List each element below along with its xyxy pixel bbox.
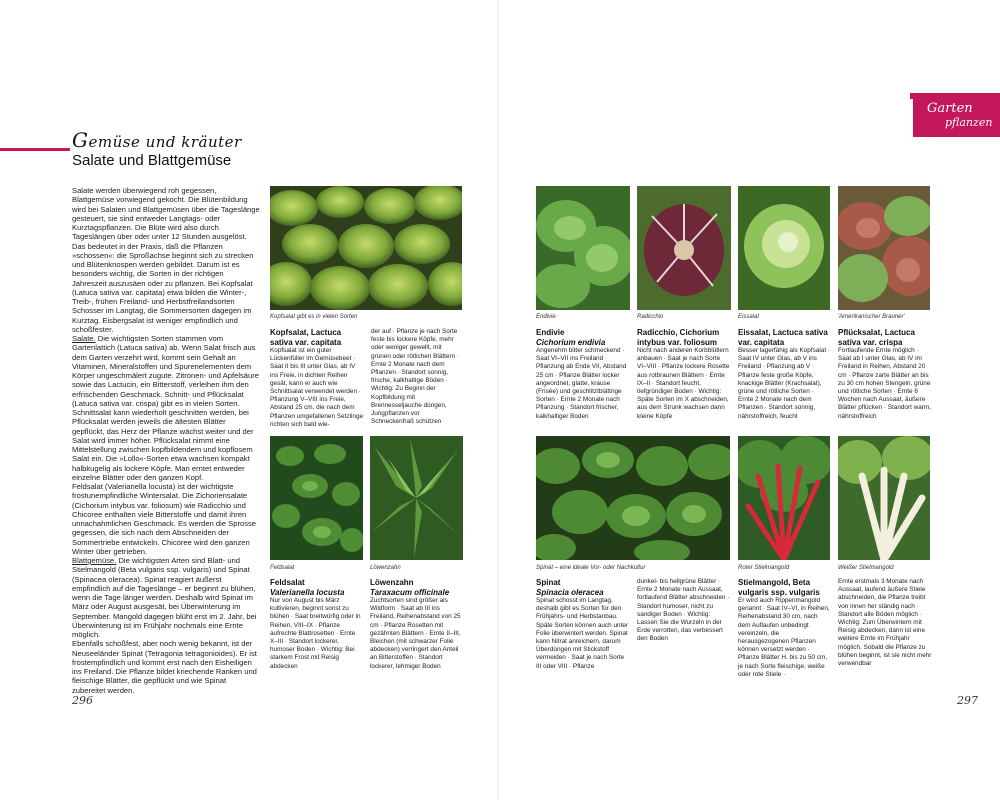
entry-latin: Taraxacum officinale <box>370 587 450 597</box>
photo-weisser-stielmangold <box>838 436 930 560</box>
caption-weisser-stielmangold: Weißer Stielmangold <box>838 565 894 571</box>
entry-body: Spinat schosst im Langtag, deshalb gibt es Sorten für den Frühjahrs- und Herbstanbau. Späte Sorten können auch unter Folie überwintert werden. Spinat kann Nitrat anreichern, darum Überdüngen mit Stickstoff vermeiden · Saat je nach Sorte III oder VIII · Pflanze <box>536 597 629 670</box>
photo-feldsalat <box>270 436 363 560</box>
tab-line-2: pflanzen <box>945 116 993 129</box>
entry-pfluecksalat <box>838 328 932 421</box>
entry-body: Kopfsalat ist ein guter Lückenfüller im Gemüsebeet · Saat II bis III unter Glas, ab IV ins Freie, in dichten Reihen gesät, kann er auch wie Schnittsalat verwendet werden · Pflanzung V–VIII ins Freie, Abstand 25 cm, die nach dem Pflanzen umgefallenen Setzlinge richten sich bald wie- <box>270 347 364 428</box>
intro-paragraph: Blattgemüse. Die wichtigsten Arten sind Blatt- und Stielmangold (Beta vulgaris ssp. vulgaris) und Spinat (Spinacea oleracea). Spinat reagiert äußerst empfindlich auf die Tageslänge – er beginnt zu blühen, wenn die Tage länger werden. Deshalb wird Spinat im März oder August ausgesät, bei Überwinterung im September. Mangold dagegen blüht erst im 2. Jahr, bei Überwinterung ist im Frühjahr nochmals eine Ernte möglich. <box>72 556 257 639</box>
photo-radicchio <box>637 186 731 310</box>
entry-title: Löwenzahn <box>370 578 414 587</box>
entry-body: Nicht nach anderen Korbblütlern anbauen · Saat je nach Sorte VI–VIII · Pflanze lockere Rosette aus rotbraunen Blättern · Ernte IX–II · Standort feucht, tiefgründiger Boden · Wichtig: Späte Sorten im X abschneiden, aus dem Strunk wachsen dann kleine Köpfe <box>637 347 730 420</box>
page-title: Salate und Blattgemüse <box>72 152 232 169</box>
entry-stielmangold <box>738 578 831 679</box>
entry-kopfsalat-cont <box>371 328 463 426</box>
page-number-left: 296 <box>72 694 93 707</box>
entry-title: Kopfsalat, Lactuca sativa var. capitata <box>270 328 342 347</box>
photo-eissalat <box>738 186 830 310</box>
entry-endivie <box>536 328 630 421</box>
caption-eissalat: Eissalat <box>738 314 760 320</box>
entry-body: Angenehm bitter schmeckend · Saat VI–VII ins Freiland · Pflanzung ab Ende VII, Abstand 25 cm · Pflanze Blätter locker angeordnet, glatte, krause (Frisée) und geschlitztblättrige Sorten · Ernte 2 Monate nach Pflanzung · Standort frischer, kalkhaltiger Boden <box>536 347 627 420</box>
entry-radicchio <box>637 328 731 421</box>
intro-paragraph: Salate. Die wichtigsten Sorten stammen vom Gartenlattich (Latuca sativa) ab. Wenn Salat frisch aus dem Garten verzehrt wird, kommt sein Gehalt an Vitaminen, Mineralstoffen und Spurenelementen dem Körper ungeschmälert zugute. Zitronen- und Apfelsäure sowie das Lactucin, ein Bitterstoff, verleihen ihm den erfrischenden Geschmack. Schnitt- und Pflücksalat (Latuca sativa var. crispa) gibt es in vielen Sorten. Schnittsalat kann wiederholt geschnitten werden, bei Pflücksalat werden jeweils die ältesten Blätter gepflückt, das Herz der Pflanze wächst weiter und der Salat wird immer höher. Pflücksalat nimmt eine Mittelstellung zwischen kopfbildendem und kopflosem Salat ein. Die »Lollo«-Sorten etwa wachsen kompakt halbkugelig als lockere Köpfe. Man erntet entweder einzelne Blätter oder den ganzen Kopf. <box>72 334 259 482</box>
entry-title: Endivie <box>536 328 565 337</box>
entry-latin: Valerianella locusta <box>270 587 345 597</box>
section-rule <box>0 148 70 151</box>
caption-radicchio: Radicchio <box>637 314 664 320</box>
entry-latin: Spinacia oleracea <box>536 587 604 597</box>
entry-body: Zuchtsorten sind größer als Wildform · Saat ab III ins Freiland, Reihenabstand von 25 cm · Pflanze Rosetten mit gezähnten Blättern · Ernte II–III, Bleichen (mit schwarzer Folie abdecken) verringert den Anteil an Bitterstoffen · Standort lockerer, lehmiger Boden <box>370 597 461 670</box>
intro-paragraph: Feldsalat (Valerianella locusta) ist der wichtigste frostunempfindliche Wintersalat. Die Zichoriensalate (Cichorium intybus var. foliosum) wie Radicchio und Chicoree enthalten viele Bitterstoffe und damit ihren unnachahmlichen Geschmack. Es werden die Sprosse gegessen, die sich nach dem Abschneiden der Sommertriebe entwickeln. Chicoree wird den ganzen Winter über getrieben. <box>72 482 257 556</box>
caption-roter-stielmangold: Roter Stielmangold <box>738 565 790 571</box>
entry-title: Feldsalat <box>270 578 305 587</box>
photo-loewenzahn <box>370 436 463 560</box>
intro-lead: Salate. <box>72 334 96 343</box>
entry-body: Nur von August bis März kultivieren, beginnt sonst zu blühen · Saat breitwürfig oder in Reihen, VIII–IX · Pflanze aufrechte Blattrosetten · Ernte X–III · Standort lockerer, humoser Boden · Wichtig: Bei starkem Frost mit Reisig abdecken <box>270 597 361 670</box>
caption-feldsalat: Feldsalat <box>270 565 295 571</box>
page-number-right: 297 <box>957 694 978 707</box>
photo-kopfsalat <box>270 186 462 310</box>
entry-body: Ernte erstmals 3 Monate nach Aussaat, laufend äußere Stiele abschneiden, die Pflanze treibt von innen her ständig nach · Standort alle Böden möglich · Wichtig: Zum Überwintern mit Reisig abdecken, dann ist eine weitere Ernte im Frühjahr möglich. Sobald die Pflanze zu blühen beginnt, ist sie nicht mehr verwendbar <box>838 578 932 668</box>
entry-body: der auf · Pflanze je nach Sorte feste bis lockere Köpfe, mehr oder weniger gewellt, mit grünen oder rötlichen Blättern · Ernte 2 Monate nach dem Pflanzen · Standort sonnig, frische, kalkhaltige Böden · Wichtig: Zu Beginn der Kopfbildung mit Brennesseljauche düngen, Jungpflanzen vor Schneckenfraß schützen <box>371 328 460 426</box>
entry-title: Radicchio, Cichorium intybus var. foliosum <box>637 328 720 347</box>
entry-body: dunkel- bis hellgrüne Blätter · Ernte 2 Monate nach Aussaat, fortlaufend Blätter abschneiden · Standort humoser, nicht zu sandiger Boden · Wichtig: Lassen Sie die Wurzeln in der Erde verrotten, das verbessert den Boden <box>637 578 730 643</box>
entry-title: Stielmangold, Beta vulgaris ssp. vulgaris <box>738 578 820 597</box>
entry-kopfsalat <box>270 328 364 429</box>
caption-kopfsalat: Kopfsalat gibt es in vielen Sorten <box>270 314 358 320</box>
section-tab <box>913 93 1000 137</box>
tab-line-1: Garten <box>927 101 973 116</box>
entry-body: Fortlaufende Ernte möglich · Saat ab I unter Glas, ab IV im Freiland in Reihen, Abstand 20 cm · Pflanze zarte Blätter an bis zu 30 cm hohen Stengeln, grüne und rötliche Sorten · Ernte 6 Wochen nach Aussaat, äußere Blätter pflücken · Standort warm, nährstoffreich <box>838 347 932 420</box>
entry-feldsalat <box>270 578 363 671</box>
entry-spinat <box>536 578 630 671</box>
caption-endivie: Endivie <box>536 314 556 320</box>
entry-body: Er wird auch Rippenmangold genannt · Saat IV–VI, in Reihen, Reihenabstand 30 cm, nach dem Auflaufen unbedingt vereinzeln, die herausgezogenen Pflanzen können versetzt werden · Pflanze Blätter H. bis zu 50 cm, je nach Sorte fleischige, weiße oder rote Stiele · <box>738 597 830 678</box>
caption-spinat: Spinat – eine ideale Vor- oder Nachkultur <box>536 565 646 571</box>
photo-pfluecksalat <box>838 186 930 310</box>
caption-loewenzahn: Löwenzahn <box>370 565 401 571</box>
intro-lead: Blattgemüse. <box>72 556 117 565</box>
entry-spinat-cont <box>637 578 731 644</box>
entry-stielmangold-cont <box>838 578 932 668</box>
entry-title: Spinat <box>536 578 561 587</box>
photo-roter-stielmangold <box>738 436 830 560</box>
entry-body: Besser lagerfähig als Kopfsalat · Saat IV unter Glas, ab V ins Freiland · Pflanzung ab V · Pflanze feste große Köpfe, knackige Blätter (Krachsalat), grüne und rötliche Sorten · Ernte 2 Monate nach dem Pflanzen · Standort sonnig, nährstoffreich, feucht <box>738 347 831 420</box>
intro-text <box>72 186 260 695</box>
intro-paragraph: Salate werden überwiegend roh gegessen, Blattgemüse vorwiegend gekocht. Die Blütenbildung wird bei Salaten und Blattgemüsen über die Tageslänge gesteuert, sie sind entweder Langtags- oder Kurztagspflanzen. Die Blüte wird also durch Tageslängen über oder unter 12 Stunden ausgelöst. Das bedeutet in der Praxis, daß die Pflanzen »schossen«: die Sproßachse beginnt sich zu strecken und Blütenknospen werden gebildet. Darum ist es besonders wichtig, die Sorten in der richtigen Jahreszeit auszusäen oder zu pflanzen. Bei Kopfsalat (Latuca sativa var. capitata) etwa bilden die Winter-, Treib-, frühen Freiland- und Herbstfreilandsorten Schosser im Langtag, die Sommersorten dagegen im Kurztag. Eisbergsalat ist weniger empfindlich und schoßfester. <box>72 186 260 334</box>
intro-paragraph: Ebenfalls schoßfest, aber noch wenig bekannt, ist der Neuseeländer Spinat (Tetragonia tetragonioides). Er ist frostempfindlich und kommt erst nach den Eisheiligen ins Freiland. Die Pflanze bildet kriechende Ranken und fleischige Blätter, die gepflückt und wie Spinat zubereitet werden. <box>72 639 257 695</box>
photo-spinat <box>536 436 730 560</box>
entry-eissalat <box>738 328 830 421</box>
entry-latin: Cichorium endivia <box>536 337 606 347</box>
section-heading: Gemüse und kräuter <box>72 128 242 152</box>
entry-title: Eissalat, Lactuca sativa var. capitata <box>738 328 828 347</box>
entry-loewenzahn <box>370 578 463 671</box>
entry-title: Pflücksalat, Lactuca sativa var. crispa <box>838 328 915 347</box>
photo-endivie <box>536 186 630 310</box>
caption-pfluecksalat: 'Amerikanischer Brauner' <box>838 314 905 320</box>
